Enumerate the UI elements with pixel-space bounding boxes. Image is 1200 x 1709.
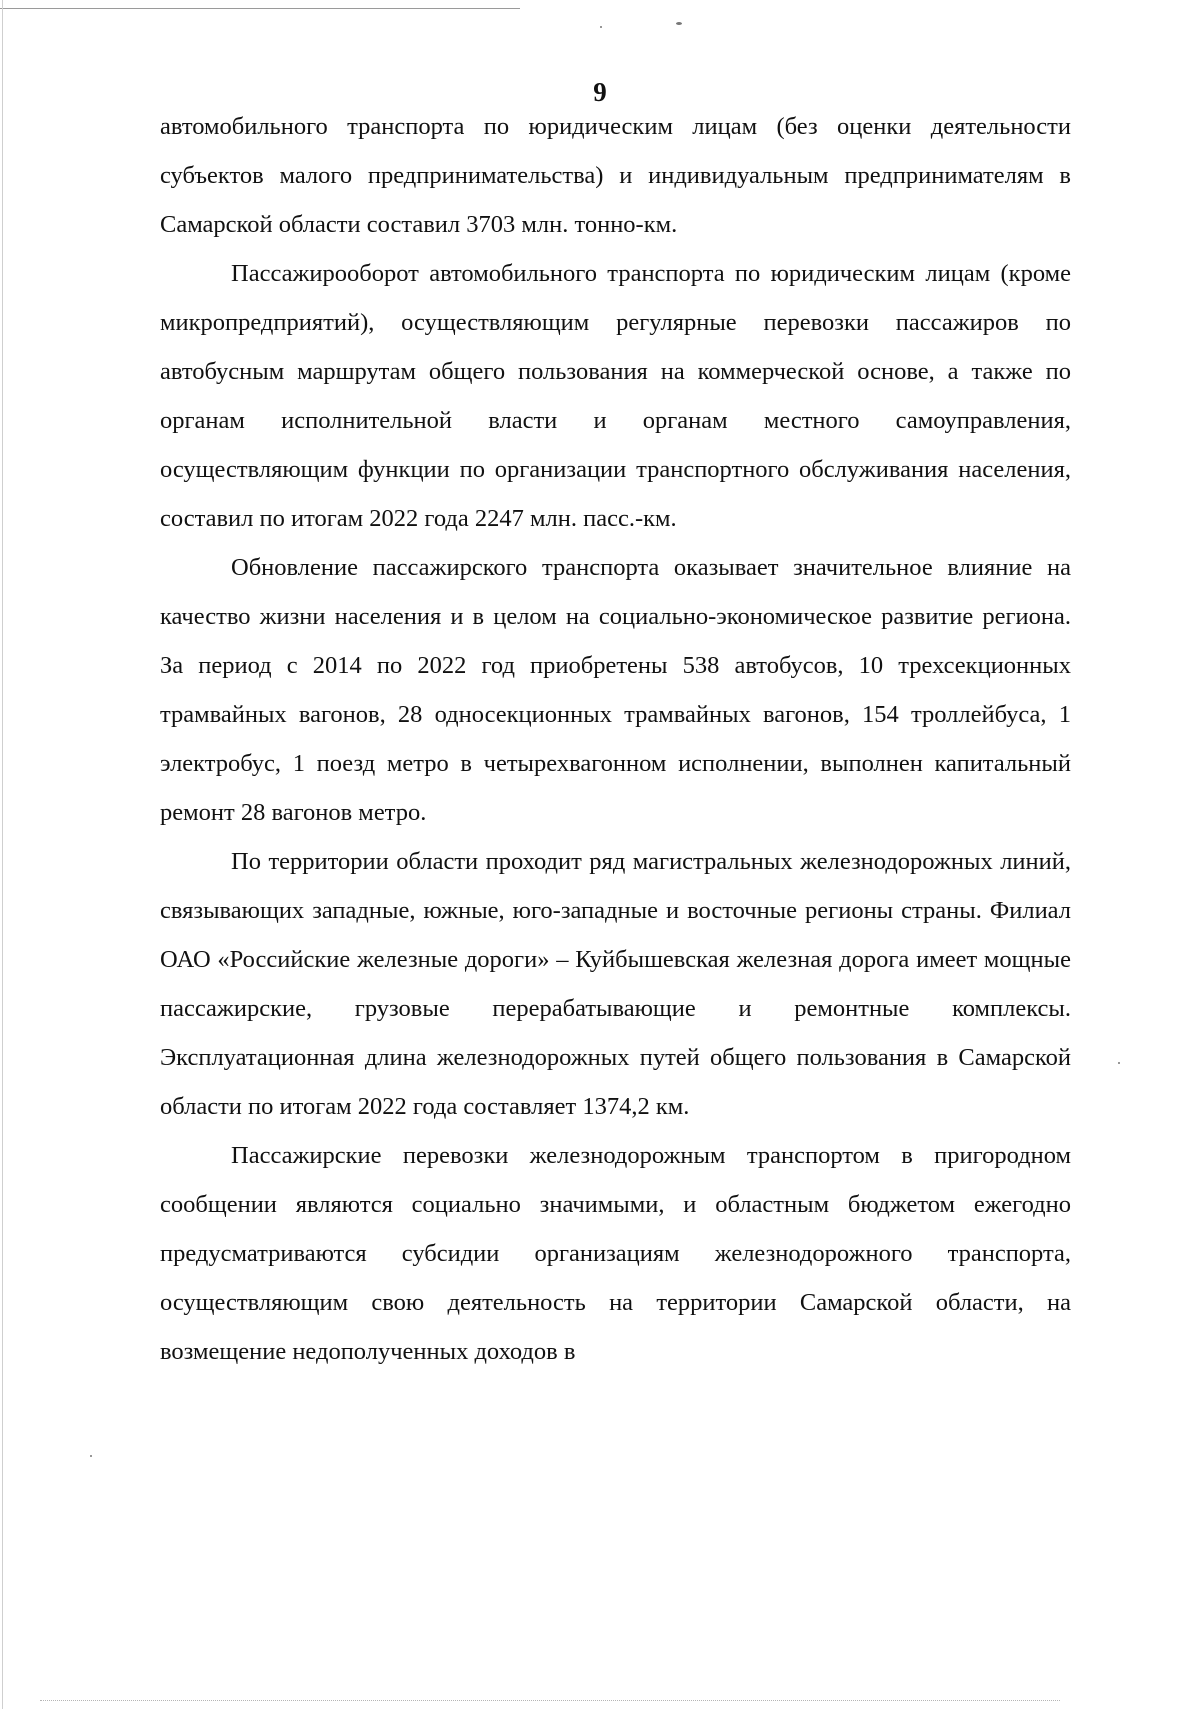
document-body <box>160 102 1071 1376</box>
scan-edge-left <box>2 0 3 1709</box>
scan-speck <box>90 1455 92 1457</box>
paragraph-fleet-renewal: Обновление пассажирского транспорта оказывает значительное влияние на качество жизни населения и в целом на социально-экономическое развитие региона. За период с 2014 по 2022 год приобретены 538 автобусов, 10 трехсекционных трамвайных вагонов, 28 односекционных трамвайных вагонов, 154 троллейбуса, 1 электробус, 1 поезд метро в четырехвагонном исполнении, выполнен капитальный ремонт 28 вагонов метро. <box>160 554 1071 826</box>
scan-speck <box>600 26 602 28</box>
paragraph-railway-network: По территории области проходит ряд магистральных железнодорожных линий, связывающих западные, южные, юго-западные и восточные регионы страны. Филиал ОАО «Российские железные дороги» – Куйбышевская железная дорога имеет мощные пассажирские, грузовые перерабатывающие и ремонтные комплексы. Эксплуатационная длина железнодорожных путей общего пользования в Самарской области по итогам 2022 года составляет 1374,2 км. <box>160 848 1071 1120</box>
scan-edge-bottom <box>40 1700 1060 1701</box>
page-number: 9 <box>593 77 607 107</box>
scan-edge-top <box>0 8 520 9</box>
paragraph-suburban-rail: Пассажирские перевозки железнодорожным транспортом в пригородном сообщении являются социально значимыми, и областным бюджетом ежегодно предусматриваются субсидии организациям железнодорожного транспорта, осуществляющим свою деятельность на территории Самарской области, на возмещение недополученных доходов в <box>160 1142 1071 1365</box>
paragraph-freight-turnover: автомобильного транспорта по юридическим лицам (без оценки деятельности субъектов малого предпринимательства) и индивидуальным предпринимателям в Самарской области составил 3703 млн. тонно-км. <box>160 113 1071 238</box>
paragraph-passenger-turnover: Пассажирооборот автомобильного транспорта по юридическим лицам (кроме микропредприятий), осуществляющим регулярные перевозки пассажиров по автобусным маршрутам общего пользования на коммерческой основе, а также по органам исполнительной власти и органам местного самоуправления, осуществляющим функции по организации транспортного обслуживания населения, составил по итогам 2022 года 2247 млн. пасс.-км. <box>160 260 1071 532</box>
scan-speck <box>676 22 682 25</box>
scan-speck <box>1118 1062 1120 1064</box>
